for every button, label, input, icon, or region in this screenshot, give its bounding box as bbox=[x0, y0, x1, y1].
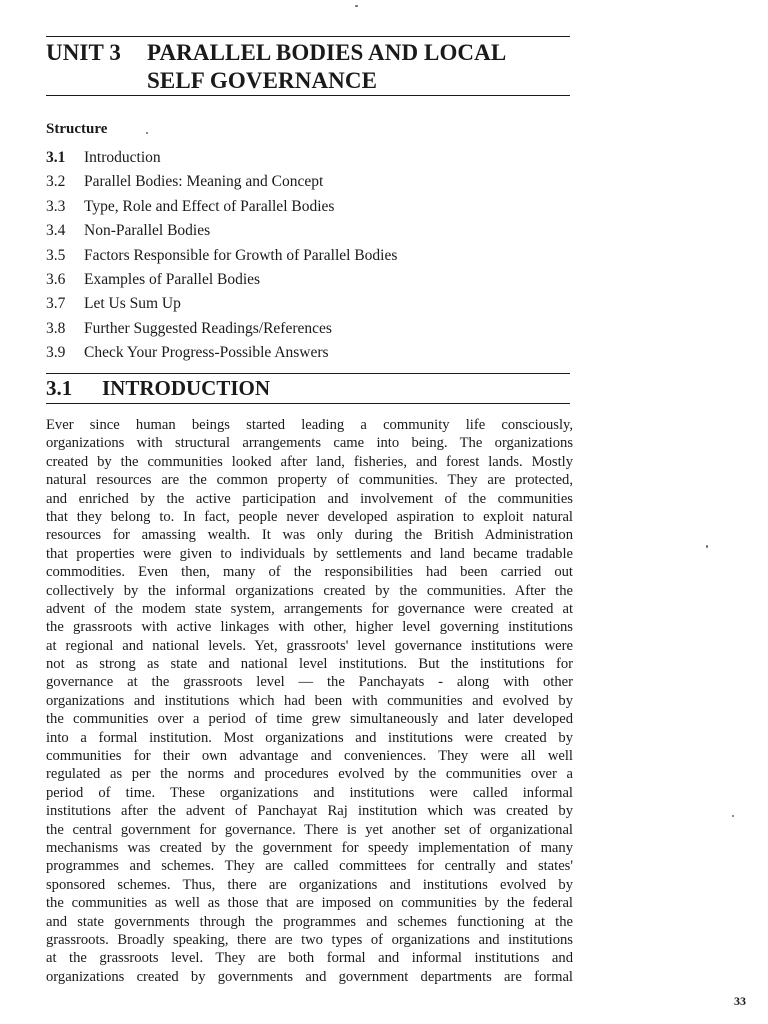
paragraph-line: organizations and institutions which had been with communities and evolved by bbox=[46, 692, 573, 709]
structure-item-number: 3.6 bbox=[46, 270, 66, 288]
section-top-rule bbox=[46, 373, 570, 374]
paragraph-line: at regional and national levels. Yet, grassroots' level governance institutions were bbox=[46, 637, 573, 654]
paragraph-line: that they belong to. In fact, people never developed aspiration to exploit natural bbox=[46, 508, 573, 525]
structure-item bbox=[46, 292, 397, 316]
paragraph-line: Ever since human beings started leading a community life consciously, bbox=[46, 417, 573, 433]
paragraph-line: organizations with structural arrangements came into being. The organizations bbox=[46, 435, 573, 452]
structure-item-number: 3.5 bbox=[46, 246, 66, 264]
structure-item bbox=[46, 146, 397, 170]
structure-label: Structure bbox=[46, 121, 108, 137]
paragraph-line: grassroots. Broadly speaking, there are two types of organizations and institutions bbox=[46, 931, 573, 948]
unit-number: UNIT 3 bbox=[46, 40, 121, 65]
structure-item-label: Introduction bbox=[84, 149, 161, 166]
structure-item bbox=[46, 170, 397, 194]
structure-item-number: 3.7 bbox=[46, 295, 66, 313]
paragraph-line: commodities. Even then, many of the responsibilities had been carried out bbox=[46, 564, 573, 581]
paragraph-line: institutions after the advent of Panchayat Raj institution which was created by bbox=[46, 803, 573, 820]
structure-item bbox=[46, 268, 397, 292]
section-heading bbox=[46, 376, 270, 401]
section-bottom-rule bbox=[46, 403, 570, 404]
structure-item bbox=[46, 244, 397, 268]
structure-item bbox=[46, 219, 397, 243]
paragraph-line: period of time. These organizations and institutions were called informal bbox=[46, 784, 573, 801]
section-number: 3.1 bbox=[46, 376, 73, 400]
structure-item bbox=[46, 317, 397, 341]
scan-speck bbox=[355, 5, 358, 7]
paragraph-line: sponsored schemes. Thus, there are organizations and institutions evolved by bbox=[46, 876, 573, 893]
paragraph-line: the grassroots with active linkages with other, higher level governing institutions bbox=[46, 619, 573, 636]
paragraph-line: and enriched by the active participation and involvement of the communities bbox=[46, 490, 573, 507]
paragraph-line: governance at the grassroots level — the Panchayats - along with other bbox=[46, 674, 573, 691]
paragraph-line: mechanisms was created by the government for speedy implementation of many bbox=[46, 839, 573, 856]
header-top-rule bbox=[46, 36, 570, 37]
paragraph-line: communities for their own advantage and conveniences. They were all well bbox=[46, 748, 573, 765]
paragraph-line: the communities over a period of time grew simultaneously and later developed bbox=[46, 711, 573, 728]
paragraph-line: resources for amassing wealth. It was only during the British Administration bbox=[46, 527, 573, 544]
paragraph-line: programmes and schemes. They are called committees for centrally and states' bbox=[46, 858, 573, 875]
header-bottom-rule bbox=[46, 95, 570, 96]
introduction-paragraph bbox=[46, 416, 573, 986]
paragraph-line: the central government for governance. There is yet another set of organizational bbox=[46, 821, 573, 838]
paragraph-line: created by the communities looked after land, fisheries, and forest lands. Mostly bbox=[46, 453, 573, 470]
paragraph-line: organizations created by governments and government departments are formal bbox=[46, 968, 573, 985]
structure-item-number: 3.4 bbox=[46, 222, 66, 240]
structure-item-label: Type, Role and Effect of Parallel Bodies bbox=[84, 197, 335, 215]
structure-item-number: 3.9 bbox=[46, 344, 66, 362]
structure-item-label: Examples of Parallel Bodies bbox=[84, 270, 261, 288]
paragraph-line: regulated as per the norms and procedures evolved by the communities over a bbox=[46, 766, 573, 783]
structure-item-number: 3.2 bbox=[46, 173, 66, 191]
structure-item-label: Non-Parallel Bodies bbox=[84, 222, 211, 240]
structure-item-label: Check Your Progress-Possible Answers bbox=[84, 344, 329, 362]
structure-item-number: 3.8 bbox=[46, 319, 66, 337]
paragraph-line: and state governments through the programmes and schemes functioning at the bbox=[46, 913, 573, 930]
section-title: INTRODUCTION bbox=[102, 376, 271, 400]
structure-item bbox=[46, 195, 397, 219]
paragraph-line: at the grassroots level. They are both formal and informal institutions and bbox=[46, 950, 573, 967]
structure-list bbox=[46, 146, 397, 366]
structure-item-number: 3.1 bbox=[46, 149, 66, 166]
unit-title-line-2: SELF GOVERNANCE bbox=[147, 68, 378, 93]
scan-speck bbox=[146, 132, 148, 134]
paragraph-line: advent of the modem state system, arrangements for governance were created at bbox=[46, 600, 573, 617]
structure-item bbox=[46, 341, 397, 365]
paragraph-line: into a formal institution. Most organizations and institutions were created by bbox=[46, 729, 573, 746]
scan-speck bbox=[706, 545, 708, 548]
paragraph-line: not as strong as state and national level institutions. But the institutions for bbox=[46, 656, 573, 673]
page-number: 33 bbox=[734, 994, 746, 1008]
paragraph-line: natural resources are the common property of communities. They are protected, bbox=[46, 472, 573, 489]
structure-item-label: Factors Responsible for Growth of Parallel Bodies bbox=[84, 246, 398, 264]
structure-item-number: 3.3 bbox=[46, 197, 66, 215]
structure-item-label: Parallel Bodies: Meaning and Concept bbox=[84, 173, 324, 191]
paragraph-line: the communities as well as those that are imposed on communities by the federal bbox=[46, 895, 573, 912]
structure-item-label: Further Suggested Readings/References bbox=[84, 319, 332, 337]
paragraph-line: collectively by the informal organizations created by the communities. After the bbox=[46, 582, 573, 599]
paragraph-line: that properties were given to individuals by settlements and land became tradable bbox=[46, 545, 573, 562]
structure-item-label: Let Us Sum Up bbox=[84, 295, 181, 313]
unit-title-line-1: PARALLEL BODIES AND LOCAL bbox=[147, 40, 507, 65]
scan-speck bbox=[732, 815, 734, 817]
